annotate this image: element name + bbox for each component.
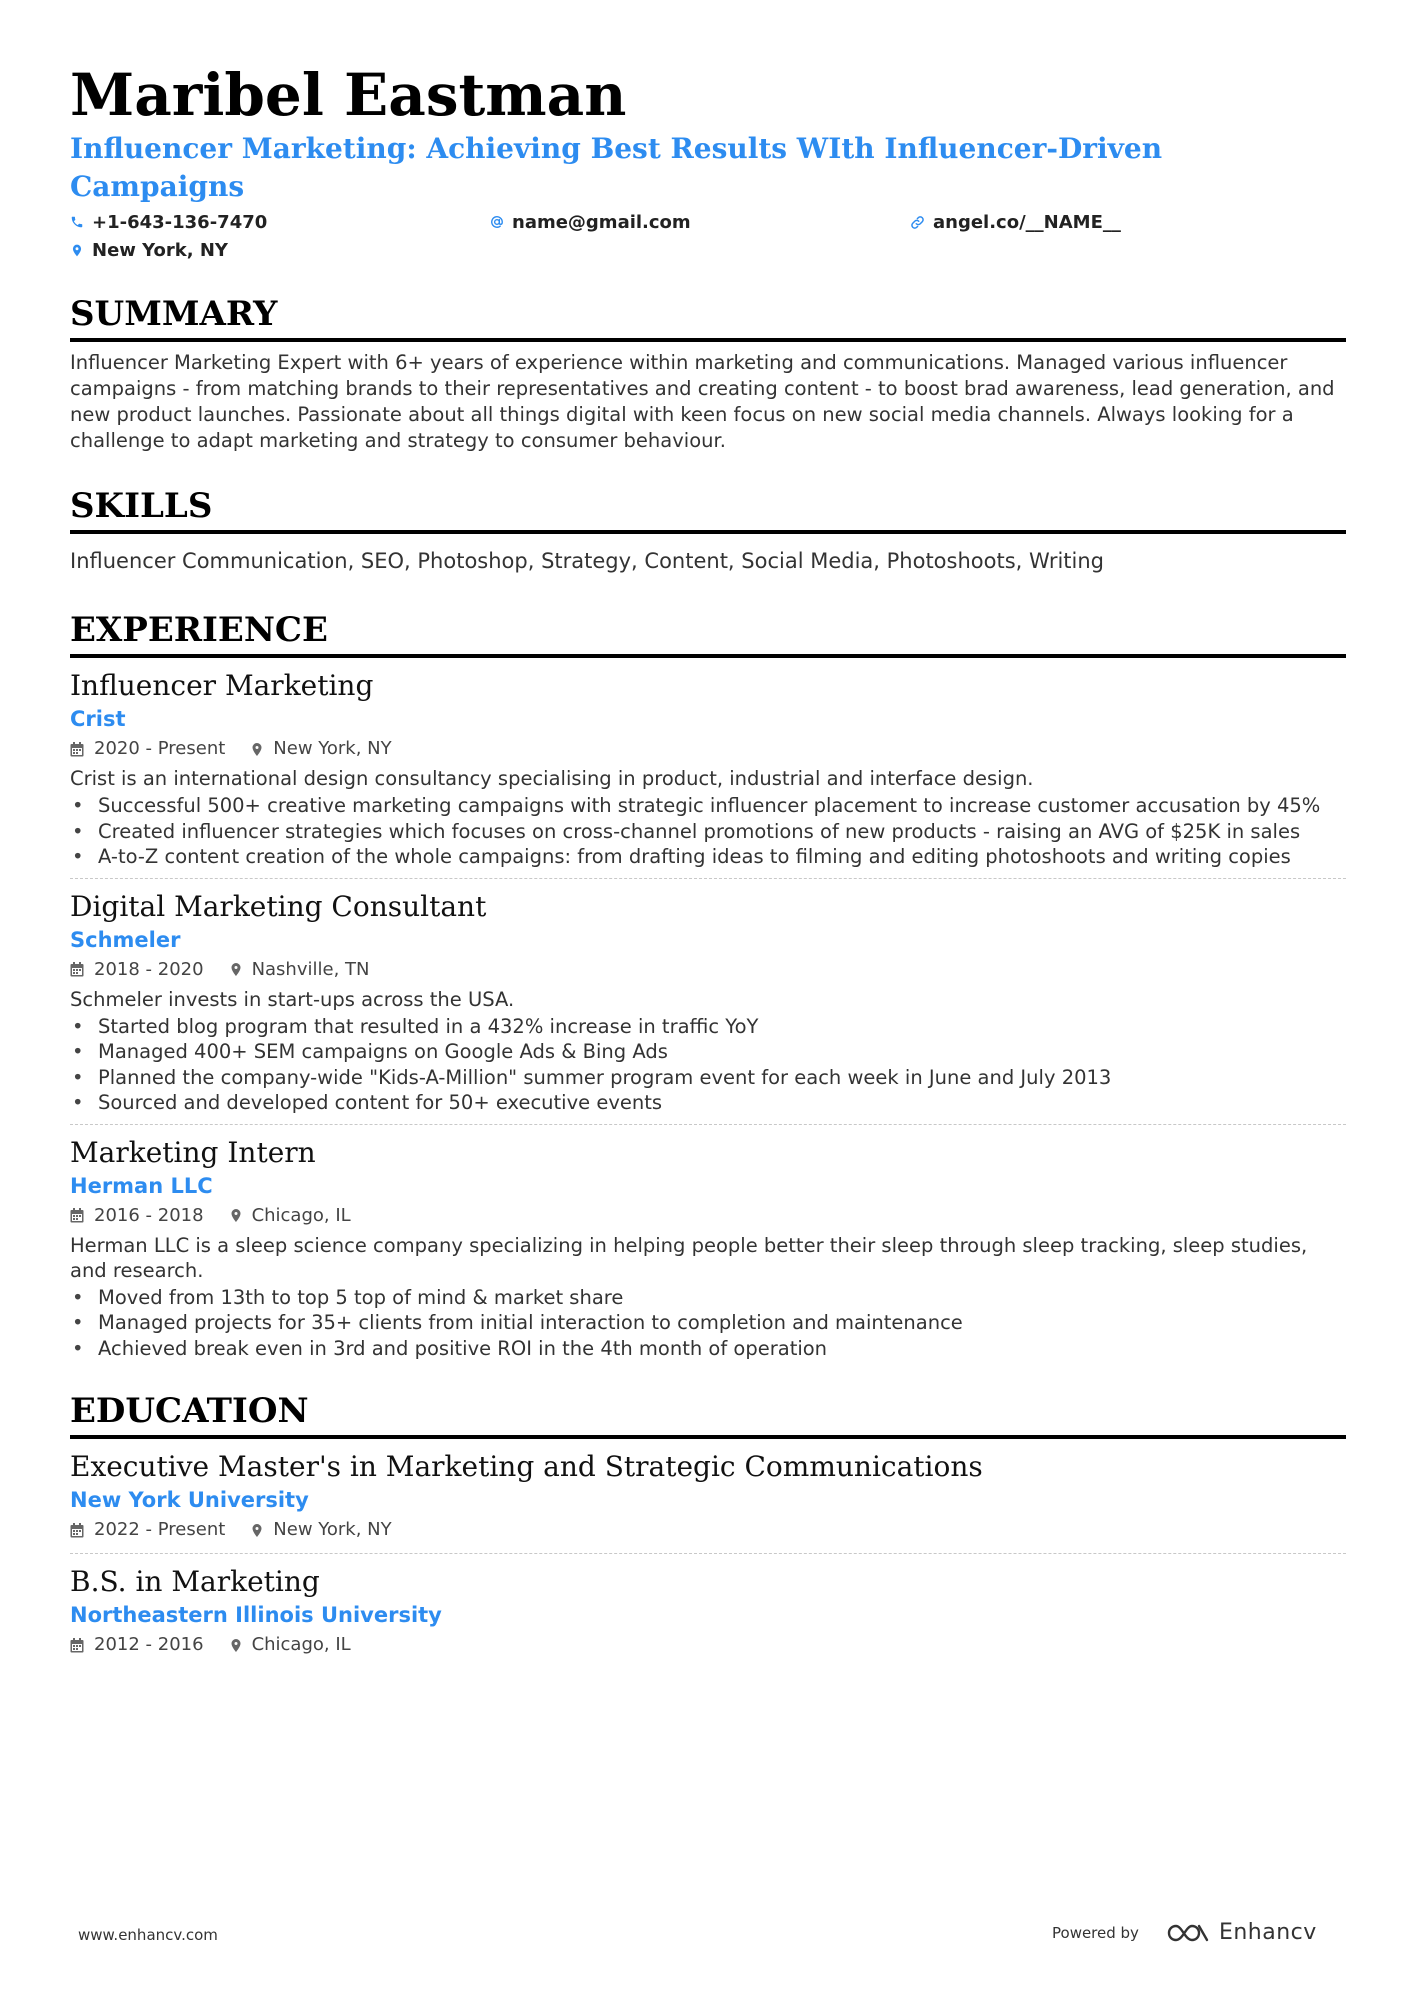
experience-entry xyxy=(70,658,1346,879)
calendar-icon xyxy=(70,1638,84,1653)
school-name: Northeastern Illinois University xyxy=(70,1603,442,1627)
location-text: Chicago, IL xyxy=(251,1634,351,1655)
brand-name: Enhancv xyxy=(1218,1920,1317,1945)
dates-text: 2020 - Present xyxy=(94,738,226,759)
phone-icon xyxy=(70,215,84,229)
link-icon xyxy=(910,215,925,230)
enhancv-logo[interactable] xyxy=(1165,1920,1317,1945)
footer-website[interactable]: www.enhancv.com xyxy=(78,1926,218,1944)
at-icon xyxy=(490,215,504,229)
footer-powered-by xyxy=(1052,1920,1317,1945)
job-title: Influencer Marketing xyxy=(70,669,374,702)
list-item: • Achieved break even in 3rd and positive ROI in the 4th month of operation xyxy=(70,1336,1346,1362)
job-location xyxy=(230,955,370,985)
list-item: • Sourced and developed content for 50+ executive events xyxy=(70,1090,1346,1116)
location-pin-icon xyxy=(251,742,263,757)
candidate-name: Maribel Eastman xyxy=(70,61,627,129)
job-dates xyxy=(70,734,225,764)
company-name: Herman LLC xyxy=(70,1173,213,1198)
link-contact[interactable] xyxy=(910,208,1330,236)
dates-text: 2012 - 2016 xyxy=(94,1634,204,1655)
summary-section xyxy=(70,292,1346,454)
location-pin-icon xyxy=(251,1523,263,1538)
phone-text: +1-643-136-7470 xyxy=(92,211,268,233)
company-name: Crist xyxy=(70,707,126,731)
calendar-icon xyxy=(70,962,84,977)
education-title: EDUCATION xyxy=(70,1389,1346,1439)
degree-title: B.S. in Marketing xyxy=(70,1565,320,1598)
calendar-icon xyxy=(70,742,84,757)
job-meta xyxy=(70,1201,1346,1231)
skills-section xyxy=(70,484,1346,576)
education-entry xyxy=(70,1554,1346,1668)
company-description: Crist is an international design consultancy specialising in product, industrial and interface design. xyxy=(70,767,1034,790)
achievement-list xyxy=(70,1014,1346,1116)
list-item: • Moved from 13th to top 5 top of mind & market share xyxy=(70,1285,1346,1311)
dates-text: 2016 - 2018 xyxy=(94,1204,204,1226)
location-contact xyxy=(70,236,490,264)
list-item: • Successful 500+ creative marketing campaigns with strategic influencer placement to increase customer accusation by 45% xyxy=(70,793,1346,819)
list-item: • Managed 400+ SEM campaigns on Google Ads & Bing Ads xyxy=(70,1039,1346,1065)
company-description: Schmeler invests in start-ups across the USA. xyxy=(70,987,515,1011)
location-pin-icon xyxy=(230,1638,242,1653)
experience-entry xyxy=(70,1125,1346,1370)
list-item: • Planned the company-wide "Kids-A-Million" summer program event for each week in June and July 2013 xyxy=(70,1065,1346,1091)
list-item: • Started blog program that resulted in a 432% increase in traffic YoY xyxy=(70,1014,1346,1040)
job-meta xyxy=(70,955,1346,985)
location-text: New York, NY xyxy=(92,239,228,261)
education-dates xyxy=(70,1515,225,1545)
location-pin-icon xyxy=(70,243,84,258)
email-contact[interactable] xyxy=(490,208,910,236)
location-text: Nashville, TN xyxy=(251,958,370,980)
experience-entry xyxy=(70,879,1346,1125)
contact-info xyxy=(70,208,1346,264)
phone-contact[interactable] xyxy=(70,208,490,236)
link-text: angel.co/__NAME__ xyxy=(933,211,1121,233)
location-pin-icon xyxy=(230,1208,242,1223)
list-item: • A-to-Z content creation of the whole campaigns: from drafting ideas to filming and editing photoshoots and writing copies xyxy=(70,844,1346,870)
job-location xyxy=(230,1201,351,1231)
degree-title: Executive Master's in Marketing and Strategic Communications xyxy=(70,1450,983,1483)
company-name: Schmeler xyxy=(70,927,181,952)
education-entry xyxy=(70,1439,1346,1554)
job-title: Marketing Intern xyxy=(70,1135,316,1169)
school-name: New York University xyxy=(70,1488,309,1512)
education-meta xyxy=(70,1515,1346,1545)
summary-title: SUMMARY xyxy=(70,292,1346,342)
calendar-icon xyxy=(70,1208,84,1223)
candidate-headline: Influencer Marketing: Achieving Best Results WIth Influencer-Driven Campaigns xyxy=(70,132,1163,203)
skills-text: Influencer Communication, SEO, Photoshop, Strategy, Content, Social Media, Photoshoots, Writing xyxy=(70,549,1105,573)
education-meta xyxy=(70,1630,1346,1660)
job-title: Digital Marketing Consultant xyxy=(70,889,487,923)
education-location xyxy=(230,1630,351,1660)
achievement-list xyxy=(70,793,1346,870)
summary-text: Influencer Marketing Expert with 6+ years of experience within marketing and communications. Managed various influencer campaigns - from matching brands to their representatives and creating content - to boost brad awareness, lead generation, and new product launches. Passionate about all things digital with keen focus on new social media channels. Always looking for a challenge to adapt marketing and strategy to consumer behaviour. xyxy=(70,351,1335,452)
dates-text: 2018 - 2020 xyxy=(94,958,204,980)
job-dates xyxy=(70,955,204,985)
list-item: • Created influencer strategies which focuses on cross-channel promotions of new products - raising an AVG of $25K in sales xyxy=(70,819,1346,845)
education-dates xyxy=(70,1630,204,1660)
job-location xyxy=(251,734,391,764)
experience-section xyxy=(70,608,1346,1369)
email-text: name@gmail.com xyxy=(512,211,691,233)
resume-page xyxy=(70,60,1346,1668)
education-section xyxy=(70,1389,1346,1668)
calendar-icon xyxy=(70,1523,84,1538)
enhancv-logo-icon xyxy=(1165,1921,1211,1945)
powered-by-text: Powered by xyxy=(1052,1923,1139,1942)
achievement-list xyxy=(70,1285,1346,1362)
skills-title: SKILLS xyxy=(70,484,1346,534)
dates-text: 2022 - Present xyxy=(94,1519,226,1540)
job-dates xyxy=(70,1201,204,1231)
education-location xyxy=(251,1515,391,1545)
location-text: New York, NY xyxy=(273,738,392,759)
list-item: • Managed projects for 35+ clients from initial interaction to completion and maintenance xyxy=(70,1310,1346,1336)
location-text: Chicago, IL xyxy=(251,1204,351,1226)
experience-title: EXPERIENCE xyxy=(70,608,1346,658)
company-description: Herman LLC is a sleep science company specializing in helping people better their sleep through sleep tracking, sleep studies, and research. xyxy=(70,1233,1308,1282)
job-meta xyxy=(70,734,1346,764)
location-pin-icon xyxy=(230,962,242,977)
location-text: New York, NY xyxy=(273,1519,392,1540)
